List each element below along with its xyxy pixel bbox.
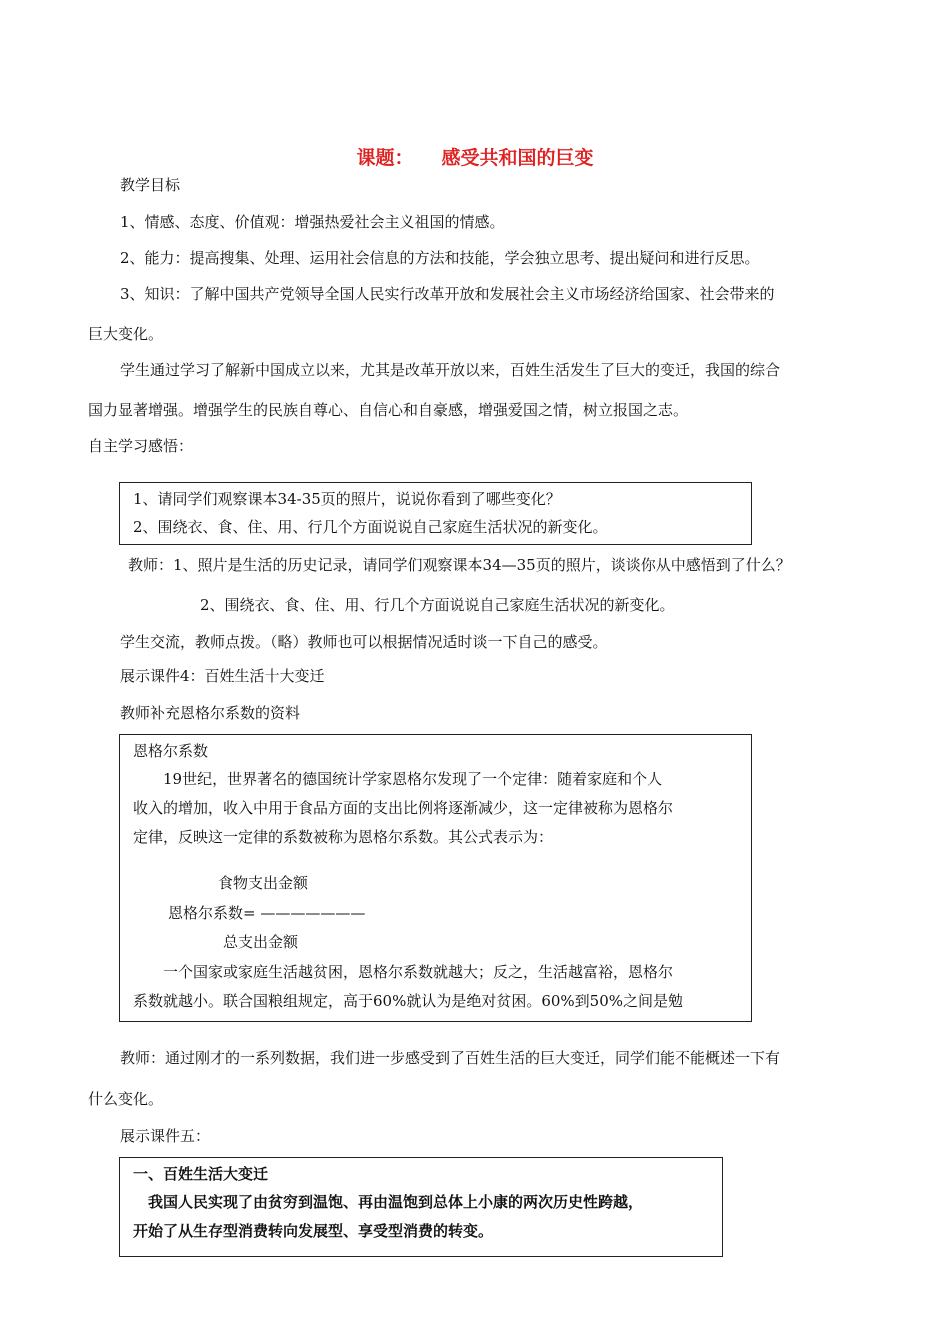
engel-box	[119, 734, 752, 1022]
summary-line-1: 学生通过学习了解新中国成立以来，尤其是改革开放以来，百姓生活发生了巨大的变迁，我国的综合	[120, 361, 781, 379]
teacher-line-3: 学生交流，教师点拨。（略）教师也可以根据情况适时谈一下自己的感受。	[120, 633, 608, 651]
summary-line-2: 国力显著增强。增强学生的民族自尊心、自信心和自豪感，增强爱国之情，树立报国之志。	[88, 401, 689, 419]
self-study-box	[119, 482, 752, 545]
self-study-item-2: 2、围绕衣、食、住、用、行几个方面说说自己家庭生活状况的新变化。	[133, 518, 608, 536]
engel-p1-line-3: 定律，反映这一定律的系数被称为恩格尔系数。其公式表示为：	[133, 828, 554, 846]
change-box	[119, 1157, 723, 1257]
title-prefix: 课题：	[356, 147, 414, 169]
teacher2-line-2: 什么变化。	[88, 1090, 164, 1108]
self-study-item-1: 1、请同学们观察课本34-35页的照片，说说你看到了哪些变化？	[133, 490, 561, 508]
teacher-line-1: 教师：1、照片是生活的历史记录，请同学们观察课本34—35页的照片，谈谈你从中感悟到了什么？	[128, 556, 791, 574]
objective-item-1: 1、情感、态度、价值观：增强热爱社会主义祖国的情感。	[120, 213, 505, 231]
title-main: 感受共和国的巨变	[441, 147, 594, 169]
teacher-line-5: 教师补充恩格尔系数的资料	[120, 704, 301, 722]
page-title	[0, 146, 950, 172]
teacher-line-4: 展示课件4：百姓生活十大变迁	[120, 667, 325, 685]
formula-denominator: 总支出金额	[223, 933, 299, 951]
teacher2-line-3: 展示课件五：	[120, 1127, 211, 1145]
objective-item-3-cont: 巨大变化。	[88, 325, 164, 343]
change-heading: 一、百姓生活大变迁	[133, 1165, 269, 1183]
formula-numerator: 食物支出金额	[218, 874, 309, 892]
objectives-heading: 教学目标	[120, 176, 181, 194]
objective-item-3: 3、知识：了解中国共产党领导全国人民实行改革开放和发展社会主义市场经济给国家、社会带来的	[120, 285, 775, 303]
engel-p2-line-2: 系数就越小。联合国粮组规定，高于60%就认为是绝对贫困。60%到50%之间是勉	[133, 992, 684, 1010]
change-line-1: 我国人民实现了由贫穷到温饱、再由温饱到总体上小康的两次历史性跨越，	[148, 1193, 644, 1211]
formula-label: 恩格尔系数= ———————	[168, 904, 366, 922]
change-line-2: 开始了从生存型消费转向发展型、享受型消费的转变。	[133, 1222, 494, 1240]
self-study-heading: 自主学习感悟：	[88, 437, 194, 455]
teacher-line-2: 2、围绕衣、食、住、用、行几个方面说说自己家庭生活状况的新变化。	[200, 596, 675, 614]
engel-p1-line-2: 收入的增加，收入中用于食品方面的支出比例将逐渐减少，这一定律被称为恩格尔	[133, 799, 674, 817]
engel-p2-line-1: 一个国家或家庭生活越贫困，恩格尔系数就越大；反之，生活越富裕，恩格尔	[163, 963, 674, 981]
engel-p1-line-1: 19世纪，世界著名的德国统计学家恩格尔发现了一个定律：随着家庭和个人	[163, 770, 663, 788]
objective-item-2: 2、能力：提高搜集、处理、运用社会信息的方法和技能，学会独立思考、提出疑问和进行反思。	[120, 249, 760, 267]
engel-heading: 恩格尔系数	[133, 742, 209, 760]
teacher2-line-1: 教师：通过刚才的一系列数据，我们进一步感受到了百姓生活的巨大变迁，同学们能不能概述一下有	[120, 1049, 781, 1067]
